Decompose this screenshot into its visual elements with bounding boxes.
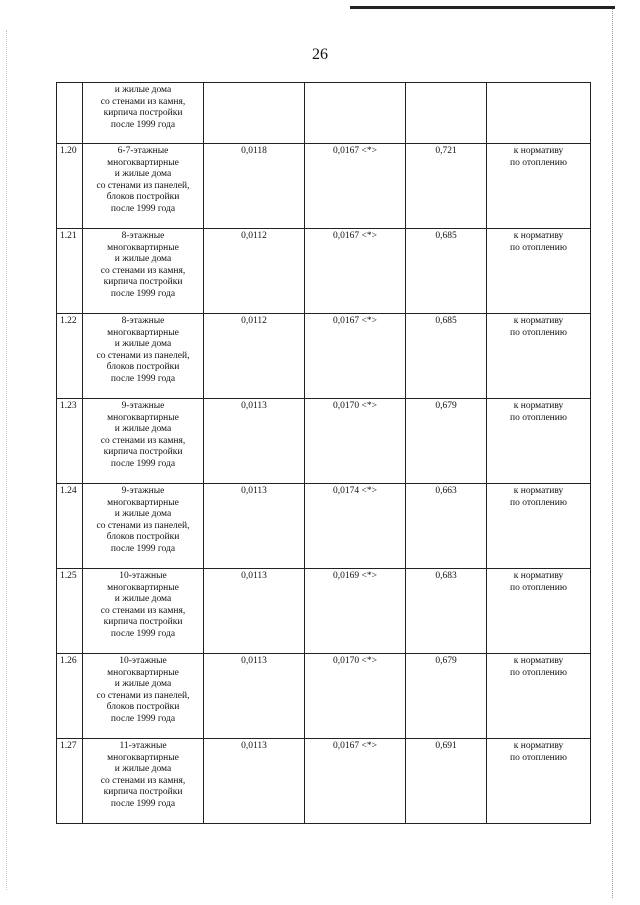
description-line: и жилые дома xyxy=(114,764,172,774)
description-line: 11-этажные xyxy=(119,741,167,751)
building-description xyxy=(83,654,204,739)
description-line: многоквартирные xyxy=(107,667,179,678)
description-line: со стенами из камня, xyxy=(100,775,186,786)
description-line: после 1999 года xyxy=(110,713,176,724)
description-line: блоков постройки xyxy=(106,532,180,542)
note-line: к нормативу xyxy=(513,316,564,326)
note-line: к нормативу xyxy=(513,741,564,751)
table-row xyxy=(57,654,591,739)
value-cell-2: 0,0169 <*> xyxy=(305,569,406,654)
building-description xyxy=(83,229,204,314)
description-line: многоквартирные xyxy=(107,582,179,593)
page-number: 26 xyxy=(312,46,328,63)
description-line: блоков постройки xyxy=(106,702,180,712)
row-number: 1.21 xyxy=(57,229,83,314)
value-cell-3: 0,685 xyxy=(406,314,487,399)
description-line: и жилые дома xyxy=(114,169,172,179)
description-line: кирпича постройки xyxy=(103,447,183,457)
scan-right-edge xyxy=(612,8,614,898)
description-line: со стенами из панелей, xyxy=(96,180,190,191)
value-cell-2: 0,0167 <*> xyxy=(305,314,406,399)
description-line: 6-7-этажные xyxy=(117,146,169,156)
description-line: после 1999 года xyxy=(110,119,176,130)
description-line: и жилые дома xyxy=(114,509,172,519)
description-line: блоков постройки xyxy=(106,362,180,372)
table-row xyxy=(57,399,591,484)
row-number: 1.27 xyxy=(57,739,83,824)
value-cell-3: 0,679 xyxy=(406,654,487,739)
value-cell-2: 0,0170 <*> xyxy=(305,654,406,739)
description-line: после 1999 года xyxy=(110,458,176,469)
value-cell-2: 0,0167 <*> xyxy=(305,739,406,824)
description-line: 8-этажные xyxy=(121,231,165,241)
note-line: к нормативу xyxy=(513,146,564,156)
scan-left-edge xyxy=(6,30,8,890)
description-line: многоквартирные xyxy=(107,497,179,508)
description-line: со стенами из камня, xyxy=(100,435,186,446)
description-line: блоков постройки xyxy=(106,192,180,202)
description-line: многоквартирные xyxy=(107,412,179,423)
norms-table-body xyxy=(57,83,591,824)
value-cell-3: 0,679 xyxy=(406,399,487,484)
value-cell-2: 0,0174 <*> xyxy=(305,484,406,569)
note-line: к нормативу xyxy=(513,571,564,581)
note-cell xyxy=(487,314,591,399)
building-description xyxy=(83,83,204,144)
row-number xyxy=(57,83,83,144)
value-cell-2 xyxy=(305,83,406,144)
row-number: 1.26 xyxy=(57,654,83,739)
note-line: к нормативу xyxy=(513,486,564,496)
note-line: по отоплению xyxy=(510,667,567,678)
description-line: после 1999 года xyxy=(110,203,176,214)
note-cell xyxy=(487,229,591,314)
value-cell-2: 0,0167 <*> xyxy=(305,144,406,229)
description-line: 9-этажные xyxy=(121,401,165,411)
description-line: кирпича постройки xyxy=(103,617,183,627)
value-cell-3: 0,683 xyxy=(406,569,487,654)
row-number: 1.22 xyxy=(57,314,83,399)
description-line: и жилые дома xyxy=(114,85,172,95)
description-line: после 1999 года xyxy=(110,628,176,639)
note-line: к нормативу xyxy=(513,231,564,241)
note-line: по отоплению xyxy=(510,327,567,338)
description-line: после 1999 года xyxy=(110,798,176,809)
value-cell-2: 0,0170 <*> xyxy=(305,399,406,484)
description-line: 10-этажные xyxy=(119,656,167,666)
note-line: к нормативу xyxy=(513,401,564,411)
note-cell xyxy=(487,739,591,824)
value-cell-1: 0,0113 xyxy=(204,399,305,484)
table-row xyxy=(57,144,591,229)
description-line: и жилые дома xyxy=(114,254,172,264)
row-number: 1.20 xyxy=(57,144,83,229)
description-line: 8-этажные xyxy=(121,316,165,326)
value-cell-1: 0,0113 xyxy=(204,654,305,739)
table-row xyxy=(57,569,591,654)
table-row xyxy=(57,314,591,399)
note-line: к нормативу xyxy=(513,656,564,666)
note-cell xyxy=(487,83,591,144)
description-line: после 1999 года xyxy=(110,288,176,299)
note-cell xyxy=(487,484,591,569)
value-cell-3 xyxy=(406,83,487,144)
top-rule xyxy=(350,6,615,9)
row-number: 1.24 xyxy=(57,484,83,569)
row-number: 1.25 xyxy=(57,569,83,654)
description-line: многоквартирные xyxy=(107,157,179,168)
value-cell-1: 0,0113 xyxy=(204,484,305,569)
value-cell-1: 0,0118 xyxy=(204,144,305,229)
building-description xyxy=(83,314,204,399)
value-cell-1: 0,0113 xyxy=(204,739,305,824)
description-line: после 1999 года xyxy=(110,373,176,384)
description-line: кирпича постройки xyxy=(103,277,183,287)
building-description xyxy=(83,144,204,229)
value-cell-1: 0,0112 xyxy=(204,314,305,399)
note-line: по отоплению xyxy=(510,582,567,593)
note-line: по отоплению xyxy=(510,157,567,168)
description-line: после 1999 года xyxy=(110,543,176,554)
description-line: со стенами из камня, xyxy=(100,96,186,107)
description-line: 9-этажные xyxy=(121,486,165,496)
note-cell xyxy=(487,569,591,654)
value-cell-2: 0,0167 <*> xyxy=(305,229,406,314)
description-line: со стенами из камня, xyxy=(100,265,186,276)
note-cell xyxy=(487,399,591,484)
value-cell-3: 0,685 xyxy=(406,229,487,314)
description-line: многоквартирные xyxy=(107,752,179,763)
note-line: по отоплению xyxy=(510,752,567,763)
value-cell-3: 0,721 xyxy=(406,144,487,229)
description-line: со стенами из камня, xyxy=(100,605,186,616)
note-line: по отоплению xyxy=(510,497,567,508)
note-cell xyxy=(487,144,591,229)
row-number: 1.23 xyxy=(57,399,83,484)
building-description xyxy=(83,399,204,484)
description-line: кирпича постройки xyxy=(103,787,183,797)
description-line: многоквартирные xyxy=(107,327,179,338)
building-description xyxy=(83,739,204,824)
value-cell-3: 0,663 xyxy=(406,484,487,569)
value-cell-1: 0,0112 xyxy=(204,229,305,314)
continuation-row xyxy=(57,83,591,144)
table-row xyxy=(57,484,591,569)
value-cell-1 xyxy=(204,83,305,144)
building-description xyxy=(83,569,204,654)
note-line: по отоплению xyxy=(510,242,567,253)
description-line: со стенами из панелей, xyxy=(96,690,190,701)
norms-table xyxy=(56,82,591,824)
description-line: со стенами из панелей, xyxy=(96,520,190,531)
description-line: кирпича постройки xyxy=(103,108,183,118)
description-line: и жилые дома xyxy=(114,424,172,434)
description-line: 10-этажные xyxy=(119,571,167,581)
description-line: многоквартирные xyxy=(107,242,179,253)
building-description xyxy=(83,484,204,569)
description-line: со стенами из панелей, xyxy=(96,350,190,361)
note-cell xyxy=(487,654,591,739)
value-cell-1: 0,0113 xyxy=(204,569,305,654)
description-line: и жилые дома xyxy=(114,339,172,349)
description-line: и жилые дома xyxy=(114,594,172,604)
description-line: и жилые дома xyxy=(114,679,172,689)
value-cell-3: 0,691 xyxy=(406,739,487,824)
table-row xyxy=(57,229,591,314)
table-row xyxy=(57,739,591,824)
note-line: по отоплению xyxy=(510,412,567,423)
